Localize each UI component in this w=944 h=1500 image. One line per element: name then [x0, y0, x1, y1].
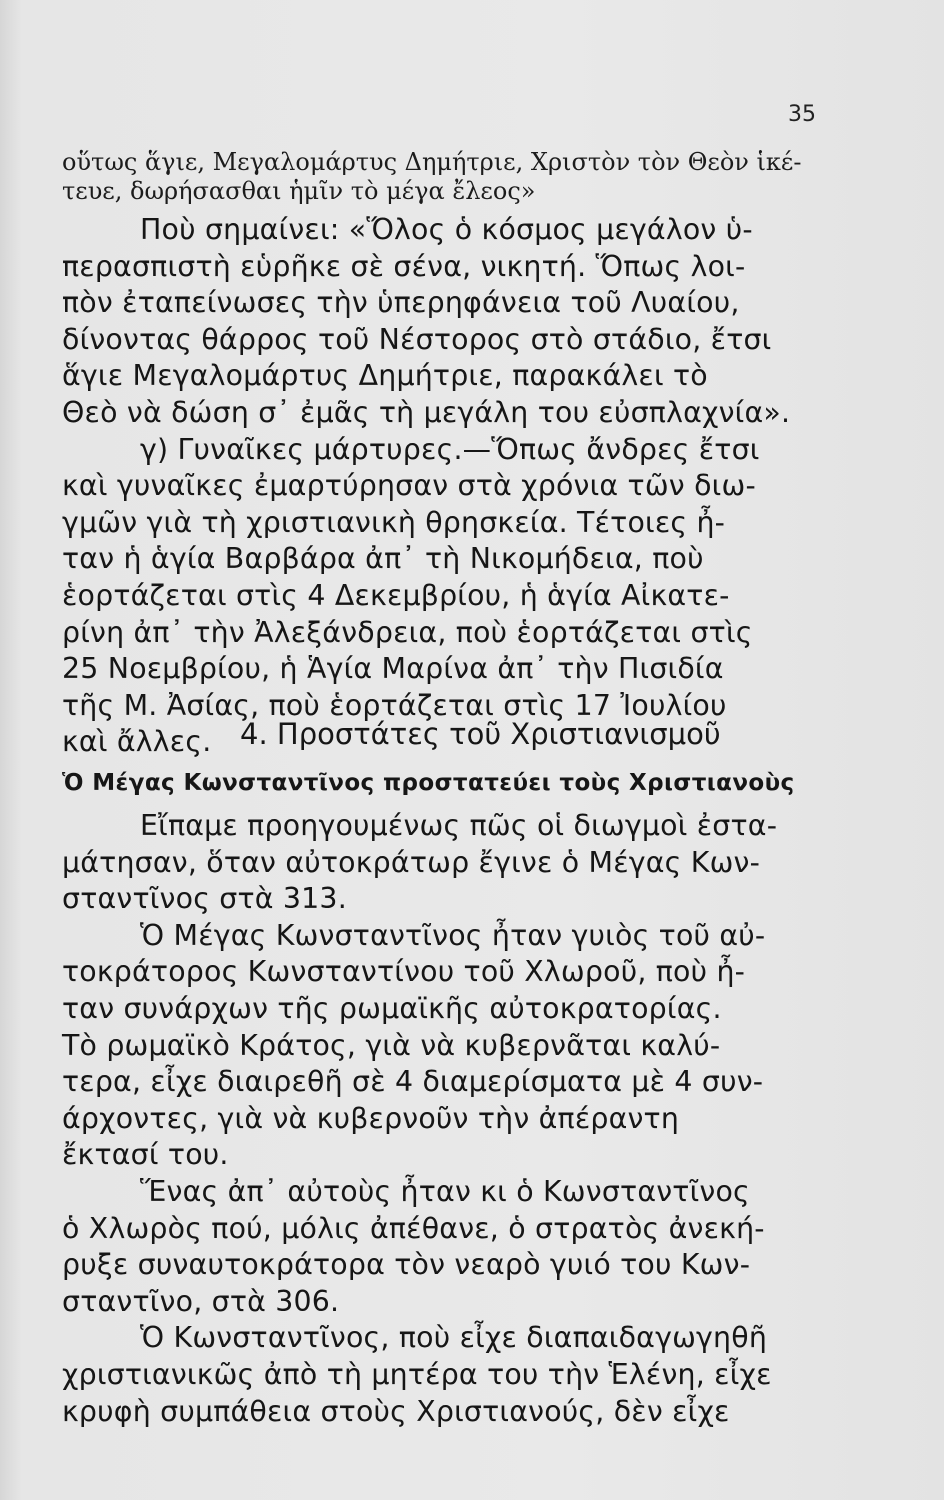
text-line: τῆς Μ. Ἀσίας, ποὺ ἑορτάζεται στὶς 17 Ἰουλίου [62, 688, 727, 722]
text-line: Ἕνας ἀπ᾽ αὐτοὺς ἦταν κι ὁ Κωνσταντῖνος [140, 1174, 750, 1208]
text-line: καὶ γυναῖκες ἐμαρτύρησαν στὰ χρόνια τῶν διω- [62, 469, 756, 503]
subheading: Ὁ Μέγας Κωνσταντῖνος προστατεύει τοὺς Χριστιανοὺς [62, 770, 795, 796]
text-line: δίνοντας θάρρος τοῦ Νέστορος στὸ στάδιο, ἔτσι [62, 322, 772, 356]
text-line: ἑορτάζεται στὶς 4 Δεκεμβρίου, ἡ ἁγία Αἰκατε- [62, 578, 730, 612]
text-line: Θεὸ νὰ δώση σ᾽ ἐμᾶς τὴ μεγάλη του εὐσπλαχνία». [62, 395, 791, 429]
text-line: Τὸ ρωμαϊκὸ Κράτος, γιὰ νὰ κυβερνᾶται καλύ- [62, 1028, 721, 1062]
page-number: 35 [788, 102, 816, 127]
text-line: Ὁ Μέγας Κωνσταντῖνος ἦταν γυιὸς τοῦ αὐ- [140, 918, 766, 952]
paragraph-block-2 [62, 808, 822, 1430]
text-line: Ὁ Κωνσταντῖνος, ποὺ εἶχε διαπαιδαγωγηθῆ [140, 1321, 768, 1355]
hymn-line: οὕτως ἅγιε, Μεγαλομάρτυς Δημήτριε, Χριστὸν τὸν Θεὸν ἱκέ- [62, 148, 802, 176]
text-line: γμῶν γιὰ τὴ χριστιανικὴ θρησκεία. Τέτοιες ἦ- [62, 505, 726, 539]
section-title: 4. Προστάτες τοῦ Χριστιανισμοῦ [240, 717, 721, 751]
text-line: άρχοντες, γιὰ νὰ κυβερνοῦν τὴν ἀπέραντη [62, 1101, 680, 1135]
text-line: μάτησαν, ὅταν αὐτοκράτωρ ἔγινε ὁ Μέγας Κων- [62, 845, 761, 879]
text-line: καὶ ἄλλες. [62, 725, 212, 759]
text-line: τοκράτορος Κωνσταντίνου τοῦ Χλωροῦ, ποὺ ἦ- [62, 955, 746, 989]
text-line: χριστιανικῶς ἀπὸ τὴ μητέρα του τὴν Ἑλένη, εἶχε [62, 1357, 772, 1391]
text-line: πὸν ἐταπείνωσες τὴν ὑπερηφάνεια τοῦ Λυαίου, [62, 286, 740, 320]
text-line: ταν συνάρχων τῆς ρωμαϊκῆς αὐτοκρατορίας. [62, 991, 722, 1025]
text-line: σταντῖνο, στὰ 306. [62, 1284, 340, 1318]
text-line: ἔκτασί του. [62, 1138, 229, 1172]
text-line: 25 Νοεμβρίου, ἡ Ἁγία Μαρίνα ἀπ᾽ τὴν Πισιδία [62, 652, 724, 686]
text-line: Εἴπαμε προηγουμένως πῶς οἱ διωγμοὶ ἐστα- [140, 809, 778, 842]
text-line: ταν ἡ ἁγία Βαρβάρα ἀπ᾽ τὴ Νικομήδεια, ποὺ [62, 542, 704, 576]
text-line: ρυξε συναυτοκράτορα τὸν νεαρὸ γυιό του Κων- [62, 1248, 751, 1282]
hymn-line: τευε, δωρήσασθαι ἡμῖν τὸ μέγα ἔλεος» [62, 177, 536, 205]
hymn-quote [62, 148, 822, 206]
text-line: ὁ Χλωρὸς πού, μόλις ἀπέθανε, ὁ στρατὸς ἀνεκή- [62, 1211, 765, 1245]
text-line: ἅγιε Μεγαλομάρτυς Δημήτριε, παρακάλει τὸ [62, 359, 708, 393]
text-line: ρίνη ἀπ᾽ τὴν Ἀλεξάνδρεια, ποὺ ἑορτάζεται στὶς [62, 615, 753, 649]
text-line: σταντῖνος στὰ 313. [62, 882, 347, 916]
text-line: περασπιστὴ εὑρῆκε σὲ σένα, νικητή. Ὅπως λοι- [62, 249, 746, 283]
text-line: κρυφὴ συμπάθεια στοὺς Χριστιανούς, δὲν εἶχε [62, 1394, 730, 1428]
text-line: τερα, εἶχε διαιρεθῆ σὲ 4 διαμερίσματα μὲ 4 συν- [62, 1065, 764, 1099]
text-line: Ποὺ σημαίνει: «Ὅλος ὁ κόσμος μεγάλον ὑ- [140, 213, 753, 246]
text-line-with-heading: γ) Γυναῖκες μάρτυρες.—Ὅπως ἄνδρες ἔτσι [140, 432, 760, 466]
paragraph-block-1 [62, 212, 822, 761]
